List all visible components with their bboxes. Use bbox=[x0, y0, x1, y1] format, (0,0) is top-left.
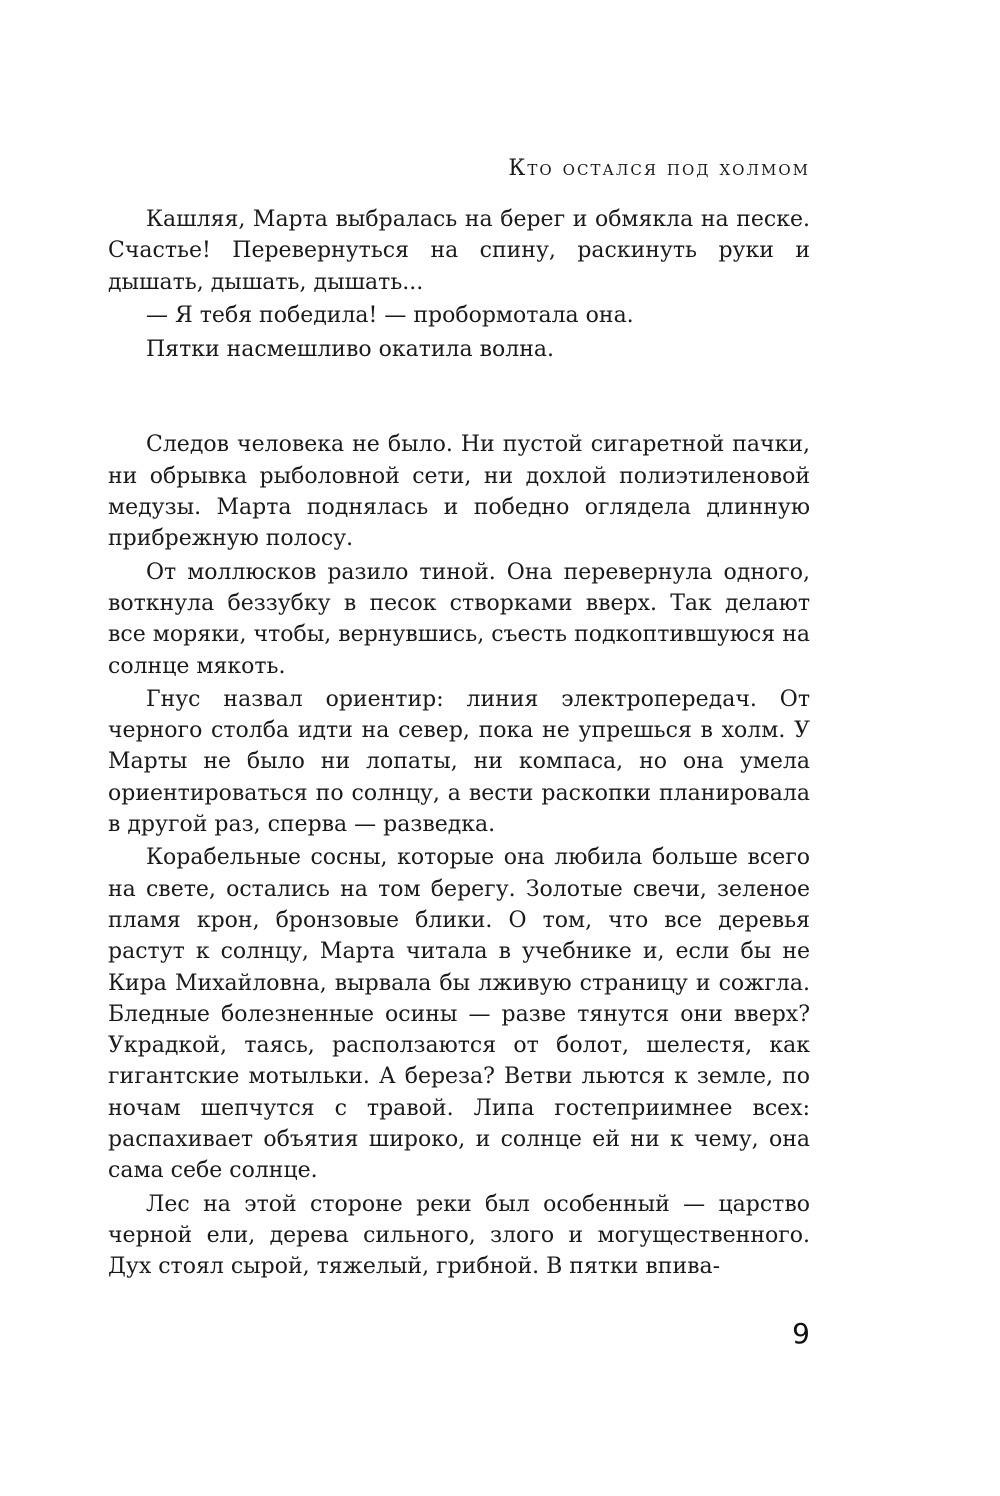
section-break bbox=[108, 365, 810, 429]
paragraph: Кашляя, Марта выбралась на берег и обмякла на песке. Счастье! Перевернуться на спину, раскинуть руки и дышать, дышать, дышать... bbox=[108, 207, 810, 295]
book-page bbox=[108, 150, 810, 1283]
paragraph: Следов человека не было. Ни пустой сигаретной пачки, ни обрывка рыболовной сети, ни дохлой полиэтиленовой медузы. Марта поднялась и победно оглядела длинную прибрежную полосу. bbox=[108, 432, 810, 552]
paragraph: — Я тебя победила! — пробормотала она. bbox=[146, 302, 634, 328]
paragraph: Корабельные сосны, которые она любила больше всего на свете, остались на том берегу. Золотые свечи, зеленое пламя крон, бронзовые блики. О том, что все деревья растут к солнцу, Марта читала в учебнике и, если бы не Кира Михайловна, вырвала бы лживую страницу и сожгла. Бледные болезненные осины — разве тянутся они вверх? Украдкой, таясь, расползаются от болот, шелестя, как гигантские мотыльки. А береза? Ветви льются к земле, по ночам шепчутся с травой. Липа гостеприимнее всех: распахивает объятия широко, и солнце ей ни к чему, она сама себе солнце. bbox=[108, 845, 810, 1184]
paragraph: Лес на этой стороне реки был особенный — царство черной ели, дерева сильного, злого и могущественного. Дух стоял сырой, тяжелый, грибной. В пятки впива- bbox=[108, 1191, 810, 1280]
paragraph: Пятки насмешливо окатила волна. bbox=[146, 337, 554, 363]
page-number: 9 bbox=[792, 1317, 810, 1350]
running-head: Кто остался под холмом bbox=[508, 156, 810, 181]
text-section-1 bbox=[108, 204, 810, 365]
text-section-2 bbox=[108, 429, 810, 1282]
paragraph: Гнус назвал ориентир: линия электропередач. От черного столба идти на север, пока не упрешься в холм. У Марты не было ни лопаты, ни компаса, но она умела ориентироваться по солнцу, а вести раскопки планировала в другой раз, сперва — разведка. bbox=[108, 686, 810, 838]
paragraph: От моллюсков разило тиной. Она перевернула одного, воткнула беззубку в песок створками вверх. Так делают все моряки, чтобы, вернувшись, съесть подкоптившуюся на солнце мякоть. bbox=[108, 559, 810, 679]
